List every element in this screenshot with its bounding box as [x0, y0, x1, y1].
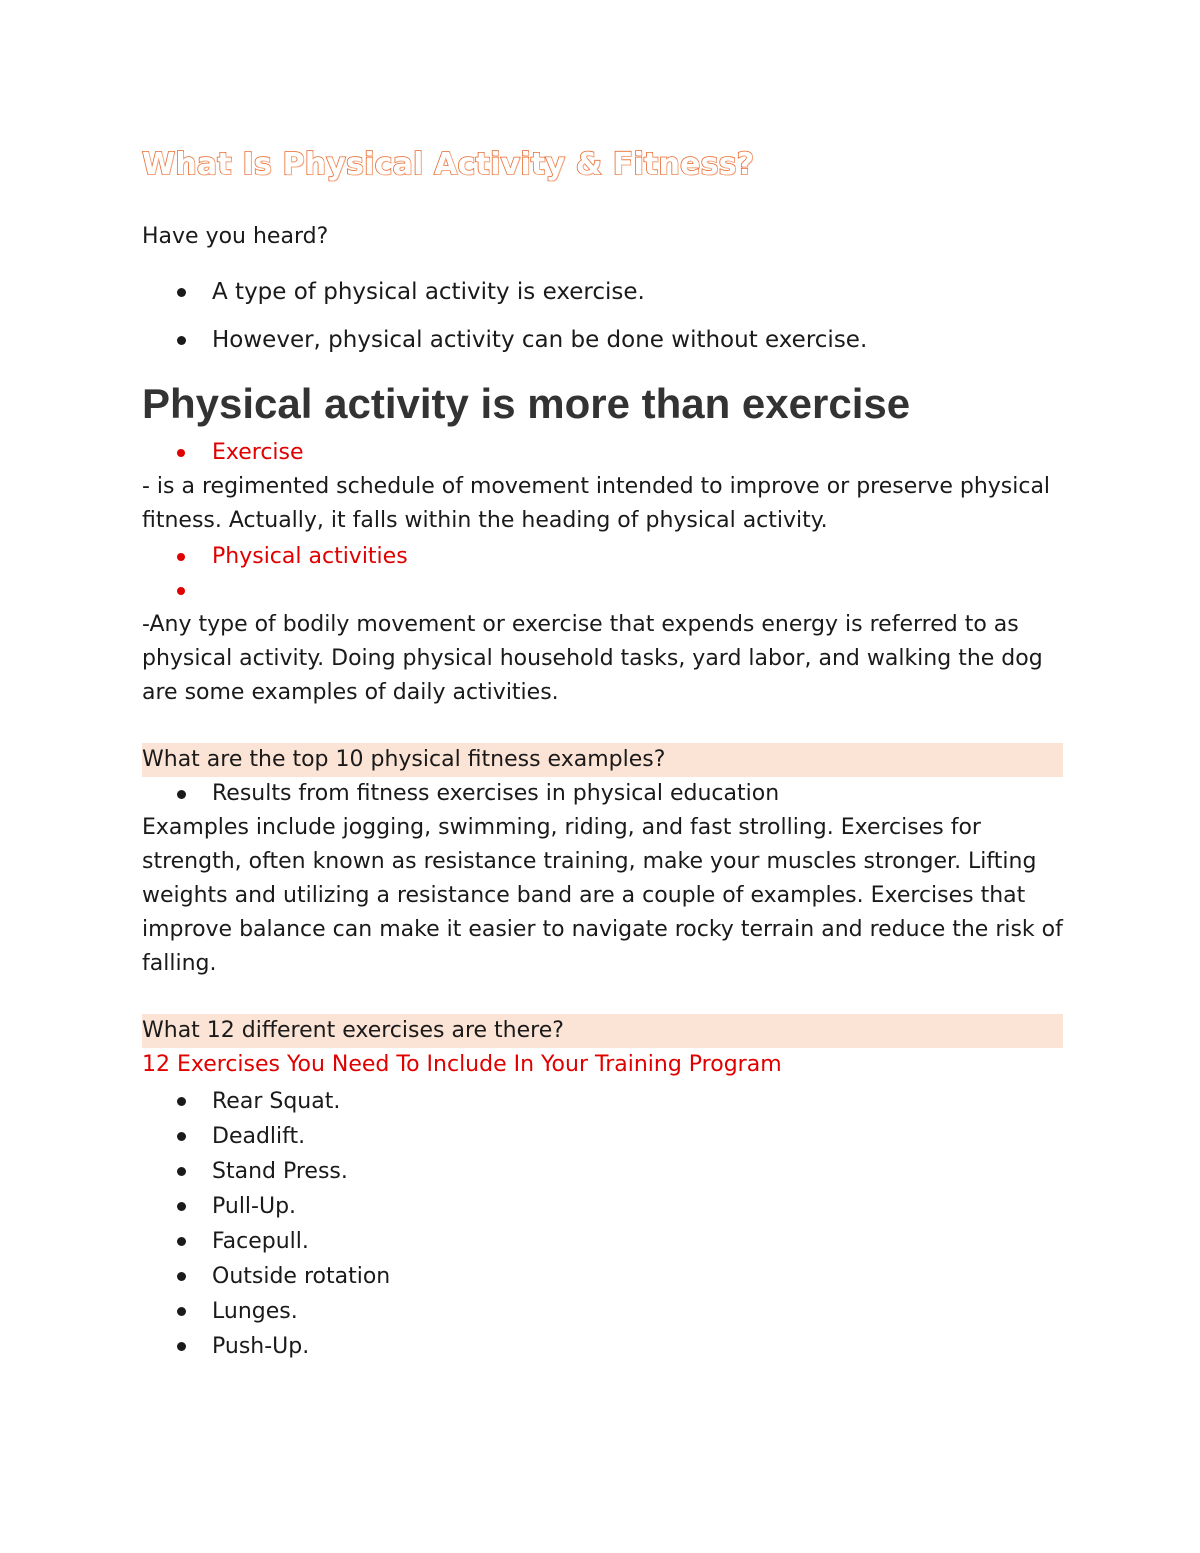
fitness-examples-text: Examples include jogging, swimming, riding, and fast strolling. Exercises for strength, often known as resistance training, make your muscles stronger. Lifting weights and utilizing a resistance band are a couple of examples. Exercises that improve balance can make it easier to navigate rocky terrain and reduce the risk of falling. [142, 815, 1063, 976]
list-item-text: A type of physical activity is exercise. [212, 279, 645, 305]
bullet-icon [177, 1132, 186, 1141]
list-item-text: Rear Squat. [212, 1089, 341, 1114]
list-item-text: Deadlift. [212, 1124, 306, 1149]
list-item [142, 1154, 1063, 1189]
intro-text: Have you heard? [142, 224, 329, 249]
list-item-text: However, physical activity can be done without exercise. [212, 327, 868, 353]
fitness-bullet-list [142, 777, 1063, 811]
list-item-text: Outside rotation [212, 1264, 391, 1289]
list-item [142, 1084, 1063, 1119]
list-item [142, 777, 1063, 811]
exercise-definition: - is a regimented schedule of movement intended to improve or preserve physical fitness. Actually, it falls within the heading of physical activity. [142, 474, 1051, 533]
list-item [142, 1189, 1063, 1224]
physical-bullet-list [142, 540, 1063, 608]
list-item [142, 1259, 1063, 1294]
list-item [142, 574, 1063, 608]
exercise-label: Exercise [212, 440, 304, 465]
bullet-icon [177, 1097, 186, 1106]
list-item [142, 268, 1063, 316]
bullet-icon [177, 1167, 186, 1176]
training-program-subtitle: 12 Exercises You Need To Include In Your Training Program [142, 1052, 782, 1077]
list-item-text: Results from fitness exercises in physical education [212, 781, 780, 806]
physical-activities-label: Physical activities [212, 544, 408, 569]
list-item [142, 1224, 1063, 1259]
list-item-text [212, 578, 219, 603]
list-item-text: Facepull. [212, 1229, 309, 1254]
bullet-icon [177, 336, 186, 345]
bullet-icon [177, 1272, 186, 1281]
bullet-icon [177, 1342, 186, 1351]
list-item [142, 436, 1063, 470]
list-item-text: Lunges. [212, 1299, 298, 1324]
section-heading: Physical activity is more than exercise [142, 380, 911, 427]
list-item-text: Push-Up. [212, 1334, 310, 1359]
bullet-icon [177, 790, 186, 799]
bullet-icon [177, 288, 186, 297]
question-12-exercises: What 12 different exercises are there? [142, 1014, 1063, 1048]
list-item [142, 1119, 1063, 1154]
physical-activity-definition: -Any type of bodily movement or exercise that expends energy is referred to as physical activity. Doing physical household tasks, yard labor, and walking the dog are some examples of daily activities. [142, 612, 1043, 705]
list-item-text: Stand Press. [212, 1159, 348, 1184]
spacer [142, 981, 1063, 1014]
exercise-list [142, 1084, 1063, 1364]
exercise-bullet-list [142, 436, 1063, 470]
list-item [142, 316, 1063, 364]
bullet-icon [177, 1237, 186, 1246]
question-top-10: What are the top 10 physical fitness examples? [142, 743, 1063, 777]
document-content [142, 140, 1063, 1364]
intro-bullet-list [142, 268, 1063, 364]
bullet-icon [177, 587, 185, 595]
list-item [142, 540, 1063, 574]
bullet-icon [177, 553, 185, 561]
list-item [142, 1329, 1063, 1364]
list-item [142, 1294, 1063, 1329]
bullet-icon [177, 449, 185, 457]
bullet-icon [177, 1307, 186, 1316]
bullet-icon [177, 1202, 186, 1211]
page-title: What Is Physical Activity & Fitness? [142, 147, 755, 182]
spacer [142, 710, 1063, 743]
list-item-text: Pull-Up. [212, 1194, 297, 1219]
